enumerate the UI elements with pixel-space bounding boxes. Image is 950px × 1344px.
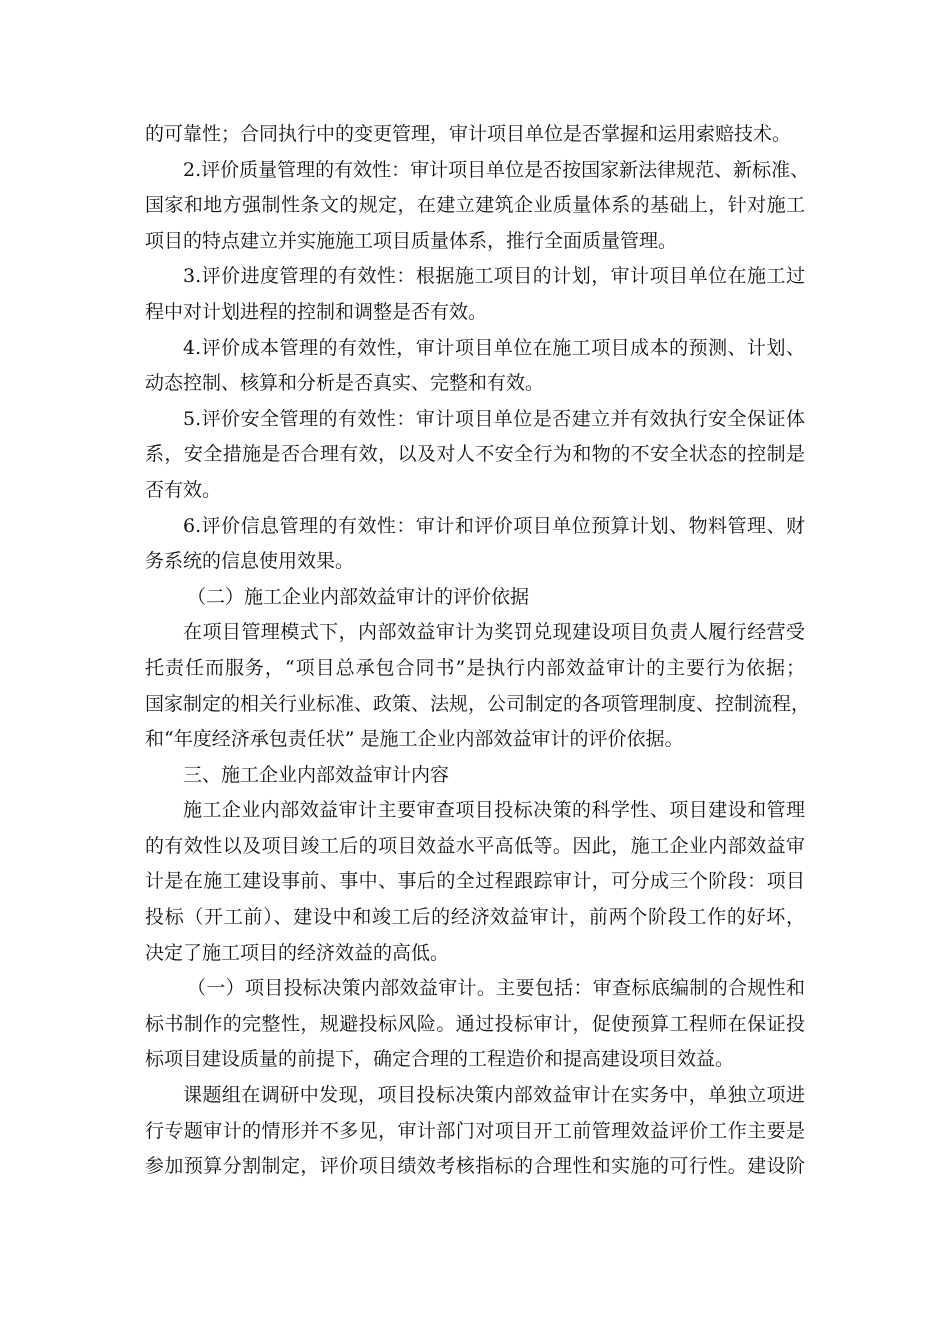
text-line: 在项目管理模式下，内部效益审计为奖罚兑现建设项目负责人履行经营受 (183, 621, 805, 644)
text-line: （一）项目投标决策内部效益审计。主要包括：审查标底编制的合规性和 (187, 977, 805, 1000)
section-heading: （二）施工企业内部效益审计的评价依据 (187, 585, 530, 608)
text-line: 国家制定的相关行业标准、政策、法规，公司制定的各项管理制度、控制流程， (145, 692, 811, 715)
text-line: 系，安全措施是否合理有效，以及对人不安全行为和物的不安全状态的控制是 (145, 443, 805, 466)
text-line: 项目的特点建立并实施施工项目质量体系，推行全面质量管理。 (145, 229, 678, 252)
text-line: 2.评价质量管理的有效性：审计项目单位是否按国家新法律规范、新标准、 (183, 158, 810, 181)
text-line: 投标（开工前）、建设中和竣工后的经济效益审计，前两个阶段工作的好坏， (145, 906, 805, 929)
text-line: 动态控制、核算和分析是否真实、完整和有效。 (145, 372, 545, 395)
text-line: 国家和地方强制性条文的规定，在建立建筑企业质量体系的基础上，针对施工 (145, 194, 805, 217)
text-line: 标书制作的完整性，规避投标风险。通过投标审计，促使预算工程师在保证投 (145, 1012, 805, 1035)
text-line: 5.评价安全管理的有效性：审计项目单位是否建立并有效执行安全保证体 (183, 407, 805, 430)
text-line: 施工企业内部效益审计主要审查项目投标决策的科学性、项目建设和管理 (183, 799, 805, 822)
text-line: 标项目建设质量的前提下，确定合理的工程造价和提高建设项目效益。 (145, 1048, 735, 1071)
text-line: 和“年度经济承包责任状” 是施工企业内部效益审计的评价依据。 (145, 728, 684, 751)
text-line: 计是在施工建设事前、事中、事后的全过程跟踪审计，可分成三个阶段：项目 (145, 870, 805, 893)
text-line: 的可靠性；合同执行中的变更管理，审计项目单位是否掌握和运用索赔技术。 (145, 123, 792, 145)
text-line: 托责任而服务，“项目总承包合同书”是执行内部效益审计的主要行为依据； (145, 656, 805, 679)
text-line: 参加预算分割制定，评价项目绩效考核指标的合理性和实施的可行性。建设阶 (145, 1155, 805, 1178)
text-line: 4.评价成本管理的有效性，审计项目单位在施工项目成本的预测、计划、 (183, 336, 805, 359)
text-line: 决定了施工项目的经济效益的高低。 (145, 941, 450, 964)
text-line: 行专题审计的情形并不多见，审计部门对项目开工前管理效益评价工作主要是 (145, 1119, 805, 1142)
text-line: 务系统的信息使用效果。 (145, 550, 355, 573)
document-body (145, 117, 811, 1185)
text-line: 6.评价信息管理的有效性：审计和评价项目单位预算计划、物料管理、财 (183, 514, 805, 537)
text-line: 程中对计划进程的控制和调整是否有效。 (145, 300, 488, 323)
text-line: 课题组在调研中发现，项目投标决策内部效益审计在实务中，单独立项进 (183, 1084, 805, 1107)
section-heading: 三、施工企业内部效益审计内容 (183, 763, 450, 786)
text-line: 的有效性以及项目竣工后的项目效益水平高低等。因此，施工企业内部效益审 (145, 834, 805, 857)
text-line: 3.评价进度管理的有效性：根据施工项目的计划，审计项目单位在施工过 (183, 265, 805, 288)
text-line: 否有效。 (145, 478, 222, 501)
